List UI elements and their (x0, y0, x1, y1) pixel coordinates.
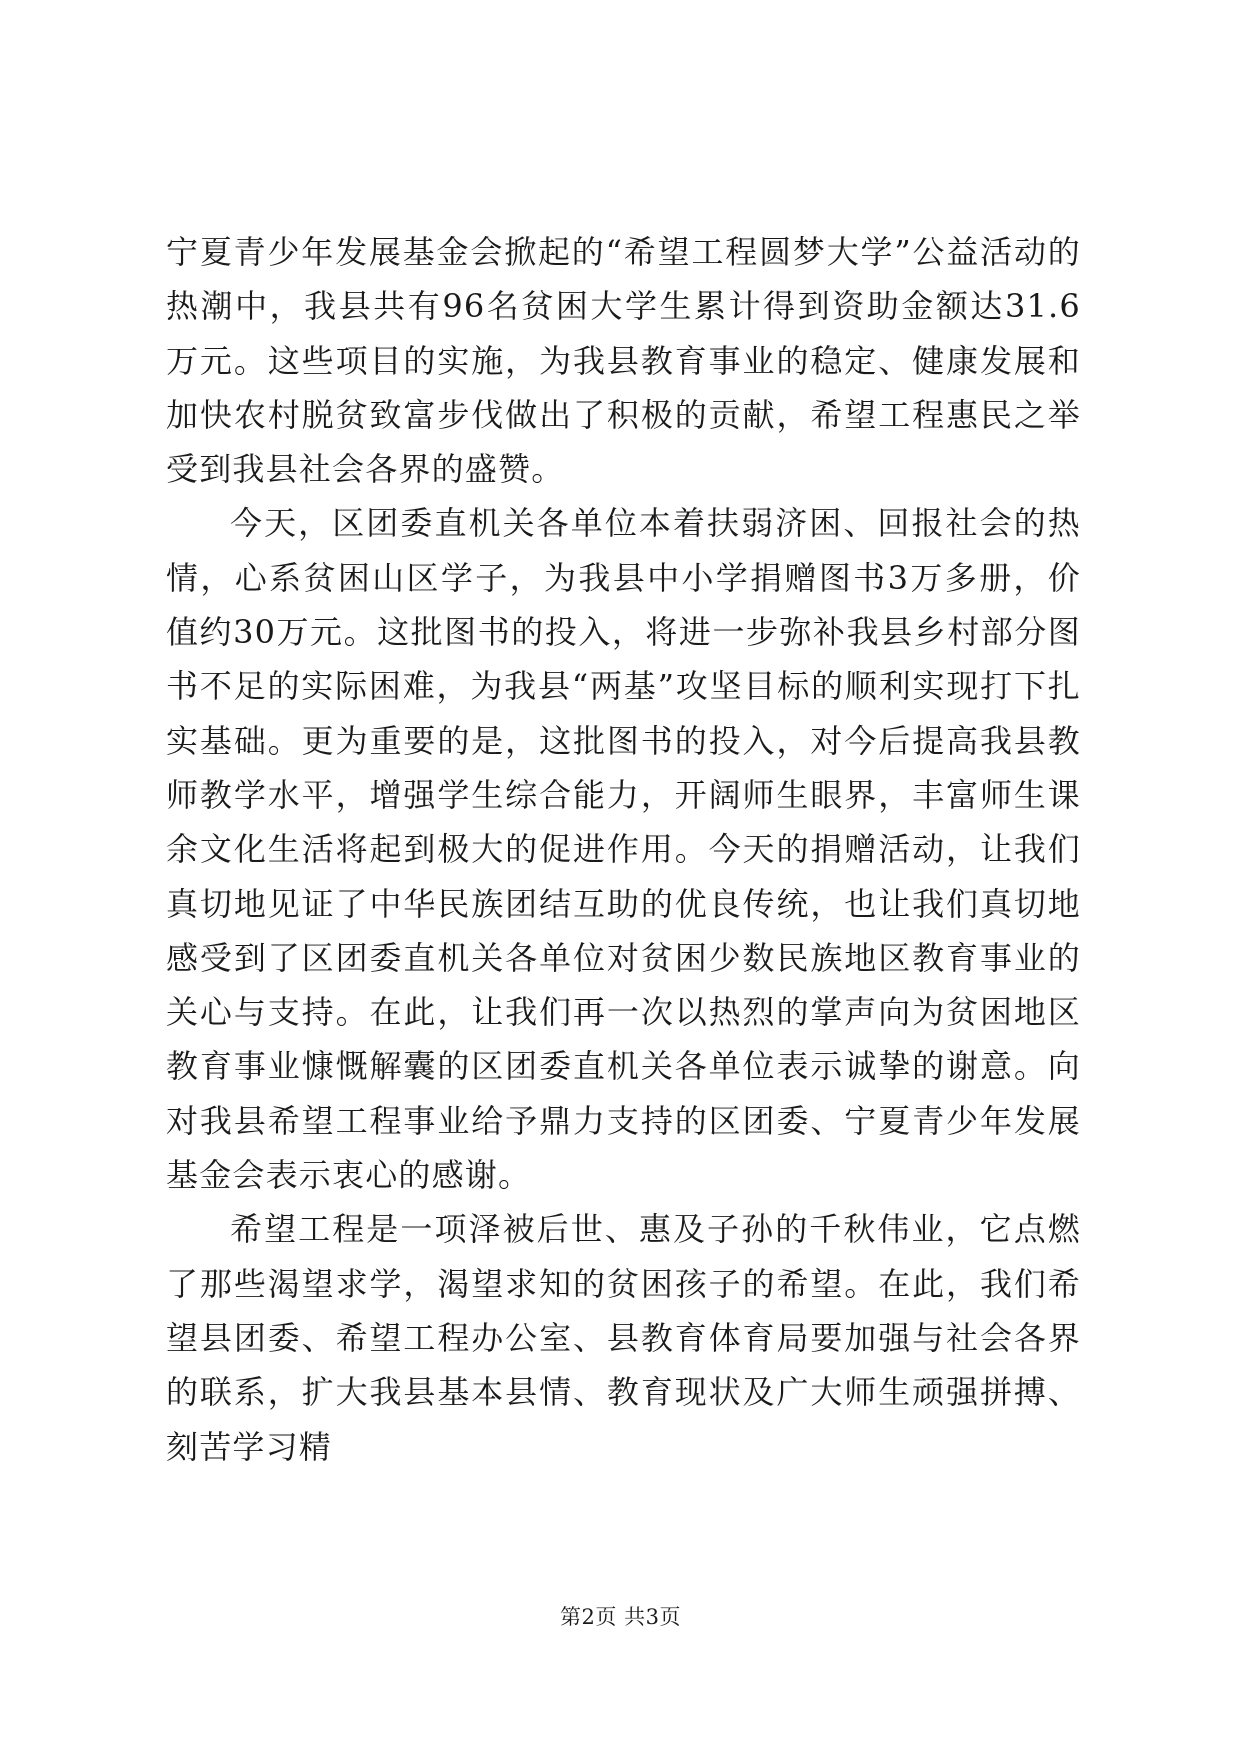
document-body (166, 225, 1081, 1474)
page-number-footer: 第2页 共3页 (560, 1605, 681, 1629)
paragraph-donation: 今天，区团委直机关各单位本着扶弱济困、回报社会的热情，心系贫困山区学子，为我县中小学捐赠图书3万多册，价值约30万元。这批图书的投入，将进一步弥补我县乡村部分图书不足的实际困难，为我县“两基”攻坚目标的顺利实现打下扎实基础。更为重要的是，这批图书的投入，对今后提高我县教师教学水平，增强学生综合能力，开阔师生眼界，丰富师生课余文化生活将起到极大的促进作用。今天的捐赠活动，让我们真切地见证了中华民族团结互助的优良传统，也让我们真切地感受到了区团委直机关各单位对贫困少数民族地区教育事业的关心与支持。在此，让我们再一次以热烈的掌声向为贫困地区教育事业慷慨解囊的区团委直机关各单位表示诚挚的谢意。向对我县希望工程事业给予鼎力支持的区团委、宁夏青少年发展基金会表示衷心的感谢。 (166, 504, 1081, 1195)
paragraph-continued: 宁夏青少年发展基金会掀起的“希望工程圆梦大学”公益活动的热潮中，我县共有96名贫困大学生累计得到资助金额达31.6万元。这些项目的实施，为我县教育事业的稳定、健康发展和加快农村脱贫致富步伐做出了积极的贡献，希望工程惠民之举受到我县社会各界的盛赞。 (166, 233, 1081, 489)
paragraph-hope-project: 希望工程是一项泽被后世、惠及子孙的千秋伟业，它点燃了那些渴望求学，渴望求知的贫困孩子的希望。在此，我们希望县团委、希望工程办公室、县教育体育局要加强与社会各界的联系，扩大我县基本县情、教育现状及广大师生顽强拼搏、刻苦学习精 (166, 1210, 1081, 1466)
